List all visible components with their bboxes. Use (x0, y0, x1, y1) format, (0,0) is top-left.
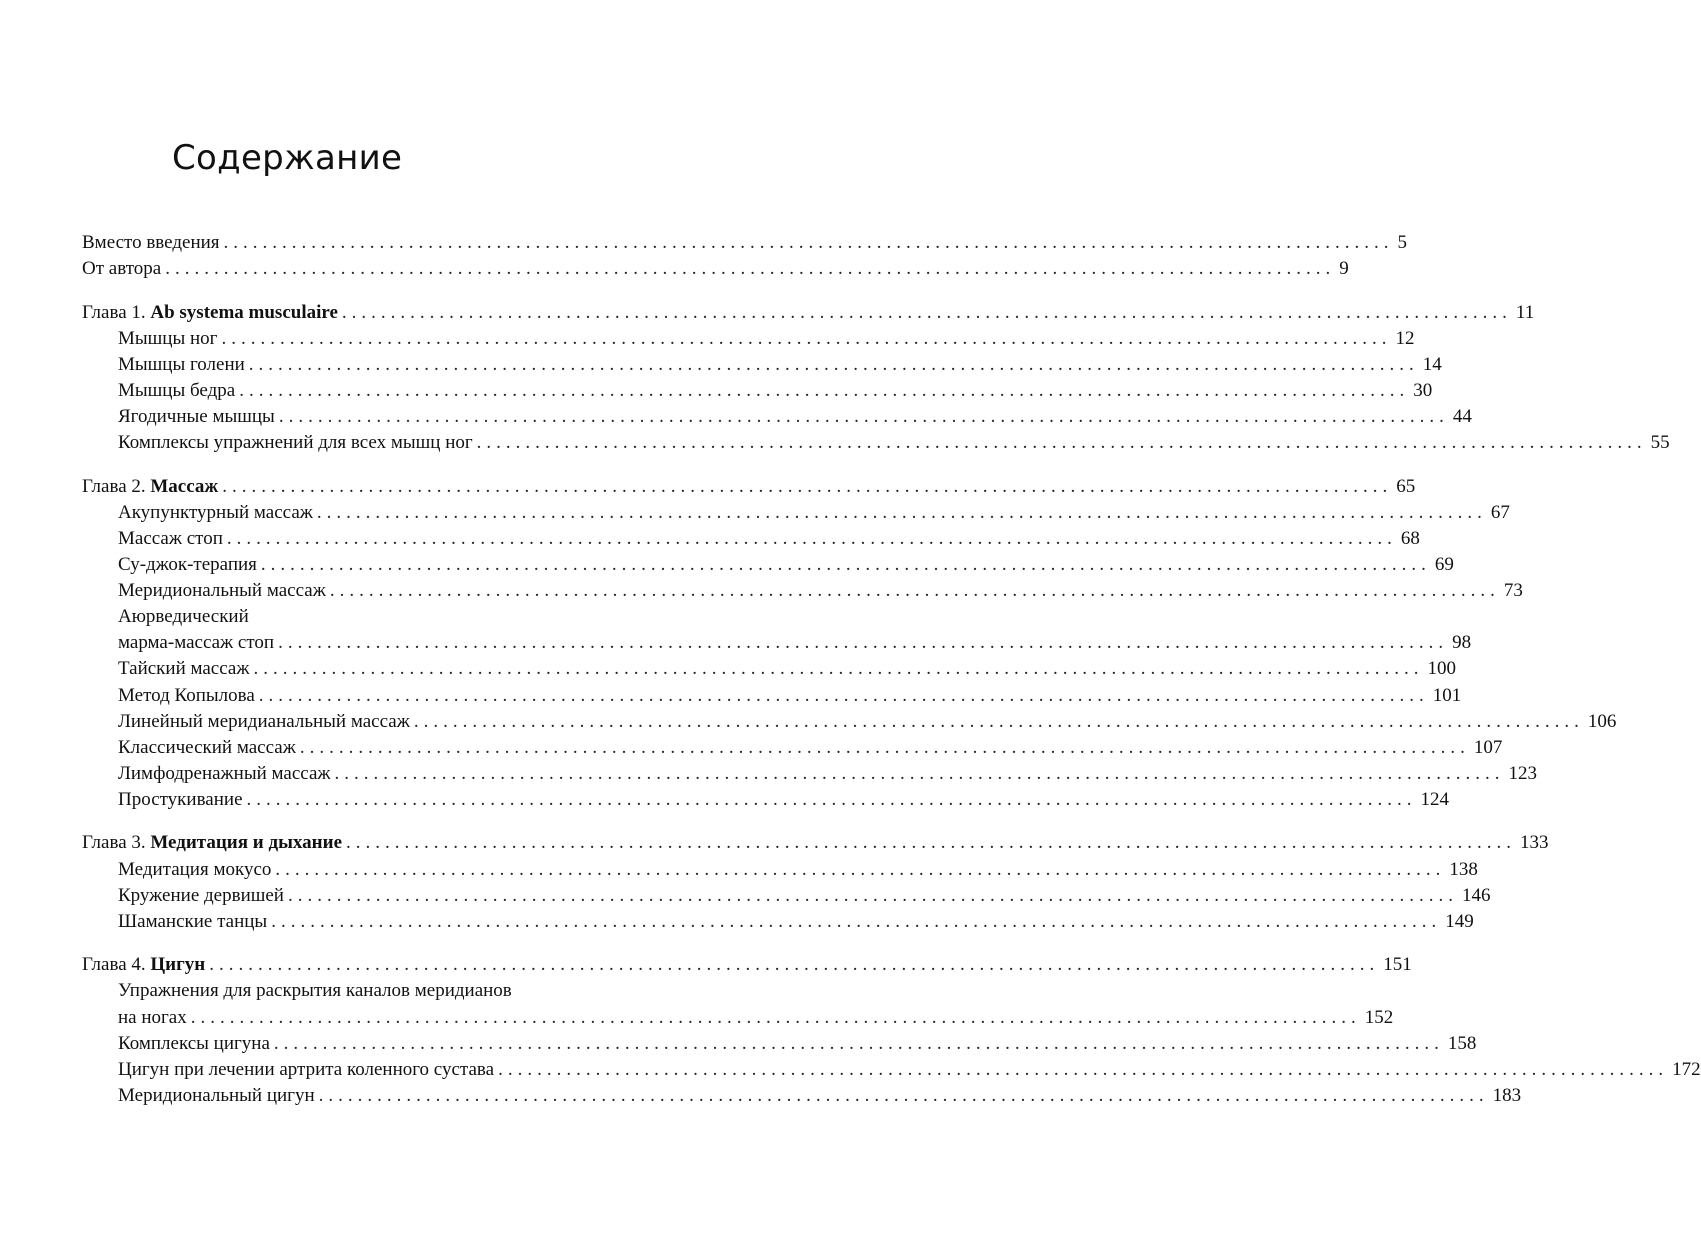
toc-entry-title: Классический массаж (118, 736, 296, 758)
toc-entry (82, 578, 1523, 604)
toc-entry-page: 151 (1383, 954, 1412, 976)
toc-entry-page: 68 (1400, 527, 1420, 549)
toc-entry (82, 500, 1510, 526)
toc-entry (82, 256, 1349, 282)
toc-entry-page: 149 (1445, 910, 1474, 932)
toc-entry-title: От автора (82, 258, 162, 280)
dot-leader: ........................................................................................................................ (239, 379, 1410, 401)
dot-leader: ........................................................................................................................ (329, 580, 1500, 602)
chapter-title (82, 474, 218, 500)
toc-entry-page: 101 (1432, 684, 1462, 706)
toc-entry (82, 1057, 1701, 1083)
toc-entry-page: 9 (1339, 258, 1349, 280)
dot-leader: ........................................................................................................................ (222, 475, 1393, 497)
toc-entry-page: 55 (1650, 432, 1670, 454)
dot-leader: ........................................................................................................................ (248, 353, 1419, 375)
toc-entry (82, 857, 1478, 883)
dot-leader: ........................................................................................................................ (316, 501, 1487, 523)
toc-entry-page: 98 (1452, 632, 1472, 654)
toc-chapter-2 (82, 474, 1617, 813)
toc-entry-title: Медитация мокусо (118, 858, 272, 880)
dot-leader: ........................................................................................................................ (275, 858, 1446, 880)
dot-leader: ........................................................................................................................ (226, 527, 1397, 549)
toc-chapter-1 (82, 300, 1670, 457)
toc-entry-title: Шаманские танцы (118, 910, 268, 932)
toc-entry-title: Комплексы цигуна (118, 1032, 270, 1054)
toc-entry-title: Метод Копылова (118, 684, 255, 706)
dot-leader: ........................................................................................................................ (334, 762, 1505, 784)
dot-leader: ........................................................................................................................ (209, 954, 1380, 976)
toc-entry-page: 106 (1587, 710, 1617, 732)
dot-leader: ........................................................................................................................ (271, 910, 1442, 932)
toc-entry-title: Мышцы голени (118, 353, 245, 375)
toc-chapter-4 (82, 952, 1701, 1109)
toc-entry-page: 11 (1515, 301, 1535, 323)
dot-leader: ........................................................................................................................ (246, 788, 1417, 810)
table-of-contents (82, 230, 1701, 1126)
chapter-title (82, 300, 338, 326)
chapter-number: Глава 2. (82, 475, 151, 497)
dot-leader: ........................................................................................................................ (223, 232, 1394, 253)
toc-entry-first-line: Аюрведический (118, 606, 249, 628)
toc-entry-page: 14 (1422, 353, 1442, 375)
toc-entry-page: 146 (1461, 884, 1491, 906)
toc-entry (82, 630, 1472, 656)
toc-entry-page: 12 (1395, 327, 1415, 349)
chapter-title (82, 830, 342, 856)
dot-leader: ........................................................................................................................ (221, 327, 1392, 349)
toc-entry (82, 326, 1415, 352)
dot-leader: ........................................................................................................................ (260, 554, 1431, 576)
dot-leader: ........................................................................................................................ (278, 406, 1449, 428)
dot-leader: ........................................................................................................................ (253, 658, 1424, 680)
toc-entry-title: марма-массаж стоп (118, 632, 275, 654)
toc-entry-page: 158 (1447, 1032, 1477, 1054)
toc-entry-page: 123 (1508, 762, 1538, 784)
toc-entry-page: 100 (1427, 658, 1456, 680)
toc-entry-page: 107 (1473, 736, 1503, 758)
dot-leader: ........................................................................................................................ (318, 1084, 1489, 1106)
toc-entry (82, 404, 1472, 430)
toc-entry-title: Комплексы упражнений для всех мышц ног (118, 432, 473, 454)
toc-entry (82, 526, 1420, 552)
toc-entry-page: 5 (1397, 232, 1408, 253)
toc-intro-block (82, 230, 1408, 282)
toc-entry (82, 430, 1670, 456)
toc-entry-page: 30 (1413, 379, 1433, 401)
chapter-heading (82, 474, 1416, 500)
toc-entry (82, 683, 1462, 709)
toc-entry-title: Вместо введения (82, 232, 220, 253)
toc-entry-title: Массаж стоп (118, 527, 223, 549)
dot-leader: ........................................................................................................................ (190, 1006, 1361, 1028)
chapter-heading (82, 300, 1535, 326)
toc-entry-page: 44 (1452, 406, 1472, 428)
chapter-name: Цигун (150, 954, 206, 976)
dot-leader: ........................................................................................................................ (341, 301, 1512, 323)
toc-entry-title: Ягодичные мышцы (118, 406, 275, 428)
dot-leader: ........................................................................................................................ (278, 632, 1449, 654)
toc-entry-title: Лимфодренажный массаж (118, 762, 331, 784)
dot-leader: ........................................................................................................................ (299, 736, 1470, 758)
toc-entry (82, 552, 1454, 578)
toc-entry-page: 73 (1503, 580, 1523, 602)
toc-entry-title: Линейный меридианальный массаж (118, 710, 410, 732)
toc-entry-title: Простукивание (118, 788, 243, 810)
page-title: Содержание (172, 138, 403, 178)
toc-entry-page: 138 (1449, 858, 1478, 880)
toc-entry-page: 69 (1434, 554, 1454, 576)
dot-leader: ........................................................................................................................ (413, 710, 1584, 732)
dot-leader: ........................................................................................................................ (476, 432, 1647, 454)
toc-entry (82, 1083, 1522, 1109)
toc-entry-title: Меридиональный массаж (118, 580, 326, 602)
toc-entry-title: Мышцы бедра (118, 379, 236, 401)
toc-entry (82, 352, 1442, 378)
toc-entry (82, 230, 1408, 256)
dot-leader: ........................................................................................................................ (273, 1032, 1444, 1054)
toc-entry (82, 709, 1617, 735)
chapter-heading (82, 952, 1412, 978)
toc-entry-title: Меридиональный цигун (118, 1084, 315, 1106)
toc-entry (82, 656, 1456, 682)
toc-entry-first-line: Упражнения для раскрытия каналов меридианов (118, 980, 512, 1002)
toc-entry-page: 124 (1420, 788, 1450, 810)
toc-entry-title: Мышцы ног (118, 327, 218, 349)
toc-chapter-3 (82, 830, 1549, 934)
toc-entry-title: Цигун при лечении артрита коленного сустава (118, 1058, 495, 1080)
toc-entry (82, 378, 1433, 404)
chapter-title (82, 952, 205, 978)
toc-entry-page: 152 (1364, 1006, 1394, 1028)
toc-entry-title: Кружение дервишей (118, 884, 284, 906)
toc-entry (82, 787, 1450, 813)
toc-entry (82, 1031, 1477, 1057)
toc-entry-page: 183 (1492, 1084, 1522, 1106)
dot-leader: ........................................................................................................................ (498, 1058, 1669, 1080)
chapter-name: Ab systema musculaire (150, 301, 338, 323)
dot-leader: ........................................................................................................................ (346, 832, 1517, 854)
chapter-number: Глава 3. (82, 832, 151, 854)
toc-entry (82, 909, 1474, 935)
toc-entry (82, 883, 1491, 909)
toc-entry-page: 65 (1396, 475, 1416, 497)
toc-entry-page: 172 (1672, 1058, 1701, 1080)
toc-entry (82, 761, 1538, 787)
toc-entry-page: 67 (1490, 501, 1510, 523)
chapter-name: Медитация и дыхание (150, 832, 343, 854)
dot-leader: ........................................................................................................................ (287, 884, 1458, 906)
toc-entry-title: на ногах (118, 1006, 187, 1028)
toc-entry-page: 133 (1520, 832, 1549, 854)
chapter-number: Глава 1. (82, 301, 151, 323)
toc-entry (82, 1005, 1394, 1031)
chapter-heading (82, 830, 1549, 856)
dot-leader: ........................................................................................................................ (165, 258, 1336, 280)
toc-entry (82, 735, 1503, 761)
chapter-number: Глава 4. (82, 954, 151, 976)
chapter-name: Массаж (150, 475, 219, 497)
dot-leader: ........................................................................................................................ (258, 684, 1429, 706)
toc-entry-title: Акупунктурный массаж (118, 501, 313, 523)
toc-entry-title: Тайский массаж (118, 658, 250, 680)
toc-entry-title: Су-джок-терапия (118, 554, 257, 576)
